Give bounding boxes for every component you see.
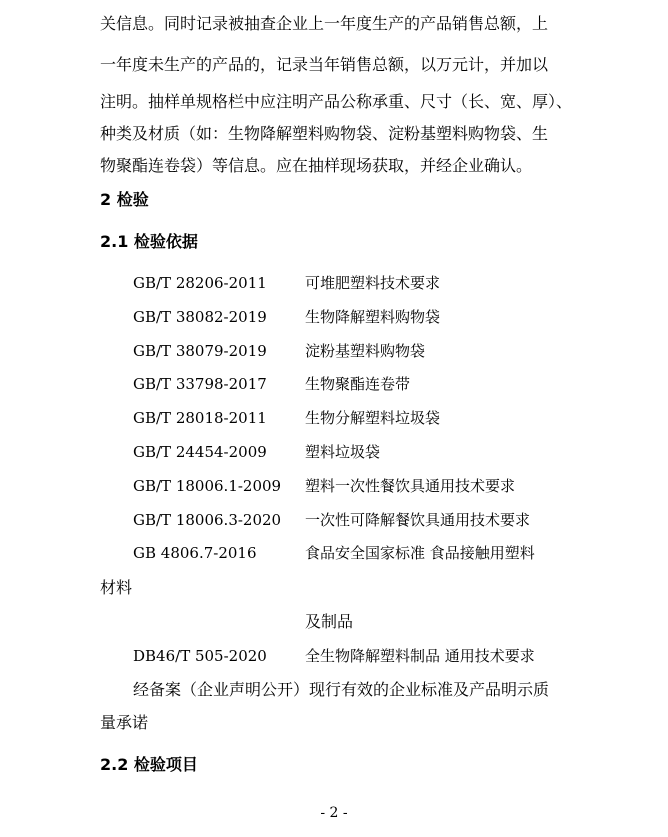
standard-title: 生物降解塑料购物袋 <box>305 308 441 326</box>
paragraph-line: 量承诺 <box>100 713 149 732</box>
standard-title: 淀粉基塑料购物袋 <box>305 342 426 360</box>
page-number: - 2 - <box>320 805 348 821</box>
standard-title: 生物分解塑料垃圾袋 <box>305 409 441 427</box>
standard-code: GB/T 18006.1-2009 <box>133 477 282 495</box>
standard-code: GB/T 28206-2011 <box>133 274 267 292</box>
subsection-heading: 2.2 检验项目 <box>100 755 198 774</box>
standard-code: GB/T 18006.3-2020 <box>133 511 282 529</box>
standard-code: GB/T 38082-2019 <box>133 308 267 326</box>
standard-code: GB/T 24454-2009 <box>133 443 267 461</box>
paragraph-line: 一年度未生产的产品的，记录当年销售总额，以万元计，并加以 <box>100 55 549 74</box>
standard-title: 塑料一次性餐饮具通用技术要求 <box>305 477 516 495</box>
standard-code: GB/T 28018-2011 <box>133 409 267 427</box>
wrapped-text: 材料 <box>100 578 133 597</box>
standard-title: 食品安全国家标准 食品接触用塑料 <box>305 544 535 562</box>
wrapped-text: 及制品 <box>305 612 354 631</box>
paragraph-line: 经备案（企业声明公开）现行有效的企业标准及产品明示质 <box>133 680 550 699</box>
paragraph-line: 物聚酯连卷袋）等信息。应在抽样现场获取，并经企业确认。 <box>100 156 533 175</box>
section-heading: 2 检验 <box>100 190 149 209</box>
standard-code: GB/T 38079-2019 <box>133 342 267 360</box>
standard-title: 生物聚酯连卷带 <box>305 375 411 393</box>
standard-title: 全生物降解塑料制品 通用技术要求 <box>305 647 535 665</box>
standard-title: 一次性可降解餐饮具通用技术要求 <box>305 511 531 529</box>
standard-code: DB46/T 505-2020 <box>133 647 267 665</box>
subsection-heading: 2.1 检验依据 <box>100 232 198 251</box>
standard-code: GB 4806.7-2016 <box>133 544 257 562</box>
standard-code: GB/T 33798-2017 <box>133 375 267 393</box>
paragraph-line: 注明。抽样单规格栏中应注明产品公称承重、尺寸（长、宽、厚）、 <box>100 92 573 111</box>
paragraph-line: 关信息。同时记录被抽查企业上一年度生产的产品销售总额，上 <box>100 14 549 33</box>
paragraph-line: 种类及材质（如：生物降解塑料购物袋、淀粉基塑料购物袋、生 <box>100 124 549 143</box>
standard-title: 可堆肥塑料技术要求 <box>305 274 441 292</box>
standard-title: 塑料垃圾袋 <box>305 443 381 461</box>
